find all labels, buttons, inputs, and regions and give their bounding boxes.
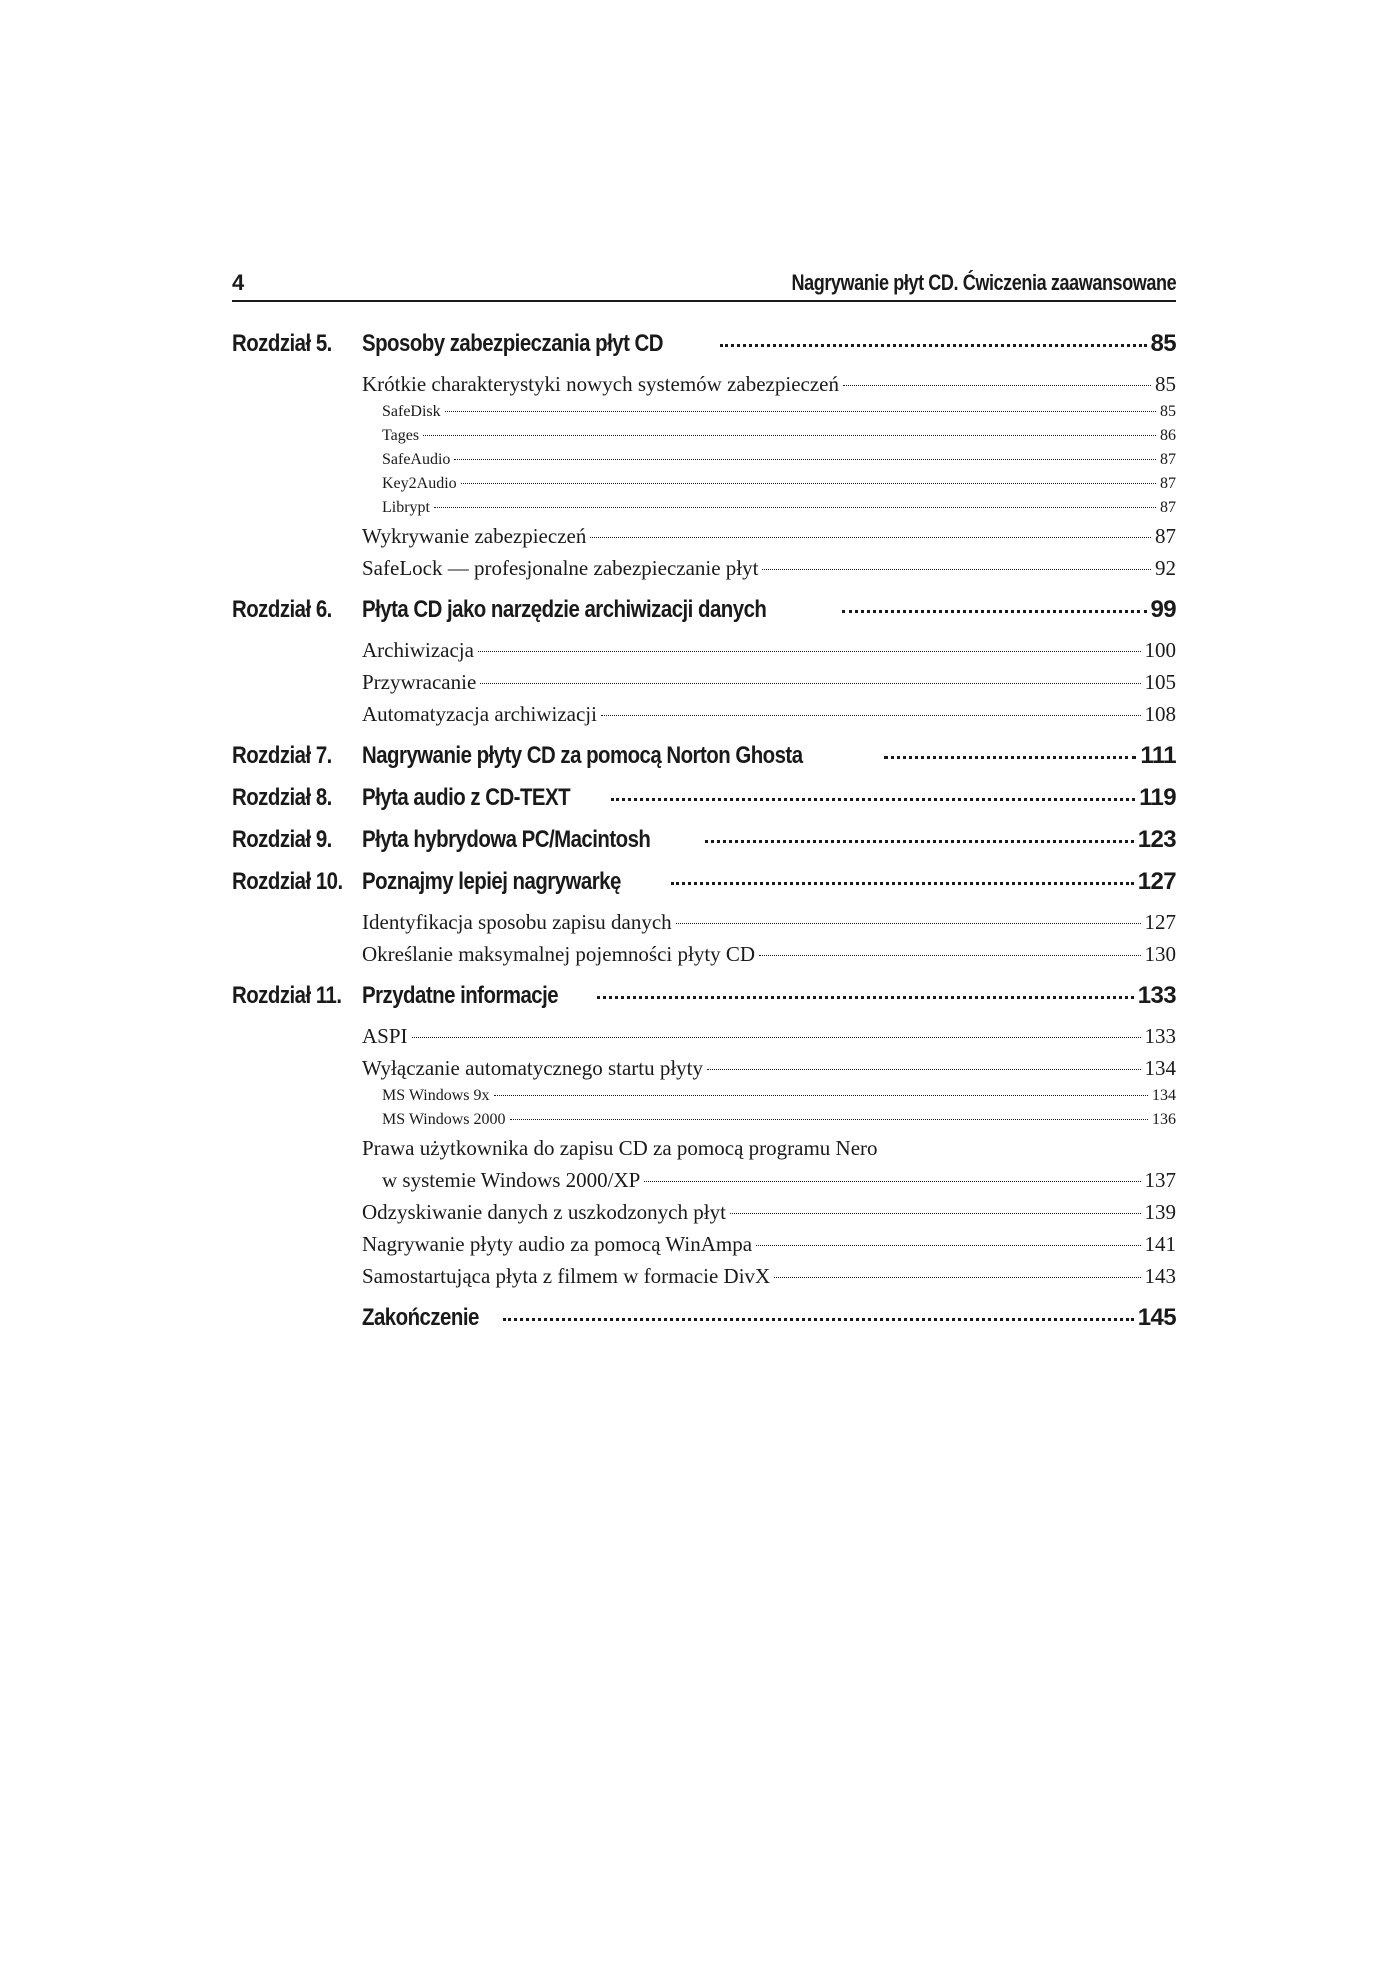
section-page-number: 137: [1144, 1168, 1176, 1192]
section-page-number: 87: [1155, 524, 1176, 548]
toc-section: [362, 938, 1176, 970]
chapter-title: Zakończenie: [362, 1304, 479, 1331]
section-title: Identyfikacja sposobu zapisu danych: [362, 910, 672, 934]
chapter-page-number: 85: [1150, 330, 1176, 357]
dot-leader: [461, 483, 1156, 484]
section-title: Przywracanie: [362, 670, 477, 694]
section-title: MS Windows 9x: [382, 1087, 490, 1104]
section-page-number: 87: [1160, 475, 1176, 492]
toc-chapter: [232, 742, 1176, 770]
section-page-number: 86: [1160, 427, 1176, 444]
dot-leader: [434, 507, 1156, 508]
dot-leader: [705, 840, 1133, 843]
dot-leader: [601, 715, 1141, 716]
running-header: [232, 270, 1176, 302]
toc-chapter: [232, 826, 1176, 854]
dot-leader: [774, 1277, 1140, 1278]
toc-section: [362, 1020, 1176, 1052]
chapter-title: Płyta hybrydowa PC/Macintosh: [362, 826, 651, 853]
section-line: [362, 1164, 1176, 1196]
section-title-continued: w systemie Windows 2000/XP: [382, 1168, 641, 1192]
dot-leader: [644, 1181, 1140, 1182]
dot-leader: [454, 459, 1156, 460]
chapter-line: [362, 330, 1176, 358]
section-page-number: 87: [1160, 451, 1176, 468]
section-page-number: 85: [1155, 372, 1176, 396]
section-title: Automatyzacja archiwizacji: [362, 702, 597, 726]
section-page-number: 100: [1144, 638, 1176, 662]
section-title: Nagrywanie płyty audio za pomocą WinAmpa: [362, 1232, 753, 1256]
toc-section: [362, 1228, 1176, 1260]
section-title: Wyłączanie automatycznego startu płyty: [362, 1056, 704, 1080]
chapter-page-number: 145: [1137, 1304, 1176, 1331]
chapter-title: Płyta CD jako narzędzie archiwizacji danych: [362, 596, 767, 623]
chapter-page-number: 127: [1137, 868, 1176, 895]
section-title: Samostartująca płyta z filmem w formacie DivX: [362, 1264, 771, 1288]
dot-leader: [676, 923, 1141, 924]
toc-subsection: [362, 1108, 1176, 1132]
toc-section: [362, 368, 1176, 400]
chapter-line: [362, 742, 1176, 770]
section-page-number: 143: [1144, 1264, 1176, 1288]
section-title: Odzyskiwanie danych z uszkodzonych płyt: [362, 1200, 726, 1224]
toc-chapter: [232, 1304, 1176, 1332]
toc-chapter: [232, 330, 1176, 358]
section-title: SafeAudio: [382, 451, 451, 468]
toc-section: [362, 906, 1176, 938]
toc-chapter: [232, 784, 1176, 812]
chapter-entries: [362, 1020, 1176, 1292]
section-title: ASPI: [362, 1024, 408, 1048]
dot-leader: [762, 569, 1151, 570]
chapter-entries: [362, 906, 1176, 970]
chapter-title: Przydatne informacje: [362, 982, 559, 1009]
dot-leader: [423, 435, 1156, 436]
chapter-line: [362, 982, 1176, 1010]
section-title: Wykrywanie zabezpieczeń: [362, 524, 587, 548]
toc-section: [362, 698, 1176, 730]
dot-leader: [494, 1095, 1148, 1096]
chapter-label: Rozdział 9.: [232, 826, 332, 853]
chapter-title: Poznajmy lepiej nagrywarkę: [362, 868, 621, 895]
section-page-number: 127: [1144, 910, 1176, 934]
dot-leader: [842, 610, 1147, 613]
toc-section: [362, 1132, 1176, 1196]
chapter-title: Nagrywanie płyty CD za pomocą Norton Ghosta: [362, 742, 803, 769]
section-page-number: 133: [1144, 1024, 1176, 1048]
dot-leader: [480, 683, 1140, 684]
dot-leader: [843, 385, 1151, 386]
table-of-contents: [232, 330, 1176, 1332]
chapter-page-number: 133: [1137, 982, 1176, 1009]
section-title: MS Windows 2000: [382, 1111, 506, 1128]
section-page-number: 134: [1144, 1056, 1176, 1080]
section-title: Krótkie charakterystyki nowych systemów zabezpieczeń: [362, 372, 839, 396]
section-page-number: 85: [1160, 403, 1176, 420]
dot-leader: [590, 537, 1151, 538]
toc-section: [362, 666, 1176, 698]
section-page-number: 141: [1144, 1232, 1176, 1256]
chapter-title: Sposoby zabezpieczania płyt CD: [362, 330, 663, 357]
section-title: SafeDisk: [382, 403, 441, 420]
dot-leader: [503, 1318, 1133, 1321]
toc-subsection: [362, 448, 1176, 472]
chapter-entries: [362, 368, 1176, 584]
chapter-page-number: 119: [1139, 784, 1176, 811]
section-page-number: 87: [1160, 499, 1176, 516]
toc-section: [362, 1260, 1176, 1292]
toc-section: [362, 520, 1176, 552]
chapter-label: Rozdział 10.: [232, 868, 343, 895]
toc-section: [362, 1196, 1176, 1228]
chapter-page-number: 99: [1150, 596, 1176, 623]
section-title: Prawa użytkownika do zapisu CD za pomocą programu Nero: [362, 1136, 878, 1160]
dot-leader: [759, 955, 1140, 956]
toc-subsection: [362, 472, 1176, 496]
dot-leader: [611, 798, 1135, 801]
chapter-title: Płyta audio z CD-TEXT: [362, 784, 571, 811]
section-title: Archiwizacja: [362, 638, 474, 662]
chapter-line: [362, 826, 1176, 854]
chapter-label: Rozdział 5.: [232, 330, 332, 357]
dot-leader: [707, 1069, 1140, 1070]
chapter-label: Rozdział 8.: [232, 784, 332, 811]
section-page-number: 105: [1144, 670, 1176, 694]
chapter-label: Rozdział 6.: [232, 596, 332, 623]
toc-subsection: [362, 400, 1176, 424]
dot-leader: [445, 411, 1156, 412]
book-title: Nagrywanie płyt CD. Ćwiczenia zaawansowane: [791, 270, 1176, 295]
toc-subsection: [362, 496, 1176, 520]
dot-leader: [756, 1245, 1140, 1246]
page-number: 4: [232, 270, 244, 295]
dot-leader: [884, 756, 1136, 759]
dot-leader: [510, 1119, 1148, 1120]
dot-leader: [730, 1213, 1141, 1214]
section-page-number: 134: [1152, 1087, 1176, 1104]
toc-subsection: [362, 424, 1176, 448]
section-title: SafeLock — profesjonalne zabezpieczanie płyt: [362, 556, 759, 580]
chapter-line: [362, 784, 1176, 812]
section-title: Określanie maksymalnej pojemności płyty CD: [362, 942, 756, 966]
chapter-line: [362, 1304, 1176, 1332]
chapter-label: Rozdział 7.: [232, 742, 332, 769]
chapter-line: [362, 868, 1176, 896]
dot-leader: [671, 882, 1134, 885]
section-page-number: 136: [1152, 1111, 1176, 1128]
toc-section: [362, 634, 1176, 666]
chapter-entries: [362, 634, 1176, 730]
section-title: Key2Audio: [382, 475, 457, 492]
section-title: Librypt: [382, 499, 430, 516]
section-page-number: 139: [1144, 1200, 1176, 1224]
chapter-label: Rozdział 11.: [232, 982, 342, 1009]
toc-chapter: [232, 596, 1176, 624]
toc-chapter: [232, 868, 1176, 896]
toc-subsection: [362, 1084, 1176, 1108]
dot-leader: [720, 344, 1146, 347]
dot-leader: [478, 651, 1141, 652]
toc-chapter: [232, 982, 1176, 1010]
toc-section: [362, 552, 1176, 584]
chapter-page-number: 123: [1137, 826, 1176, 853]
section-page-number: 92: [1155, 556, 1176, 580]
section-page-number: 108: [1144, 702, 1176, 726]
toc-section: [362, 1052, 1176, 1084]
chapter-page-number: 111: [1140, 742, 1176, 769]
section-page-number: 130: [1144, 942, 1176, 966]
dot-leader: [597, 996, 1134, 999]
chapter-line: [362, 596, 1176, 624]
dot-leader: [412, 1037, 1141, 1038]
document-page: [232, 270, 1176, 1346]
section-title: Tages: [382, 427, 420, 444]
